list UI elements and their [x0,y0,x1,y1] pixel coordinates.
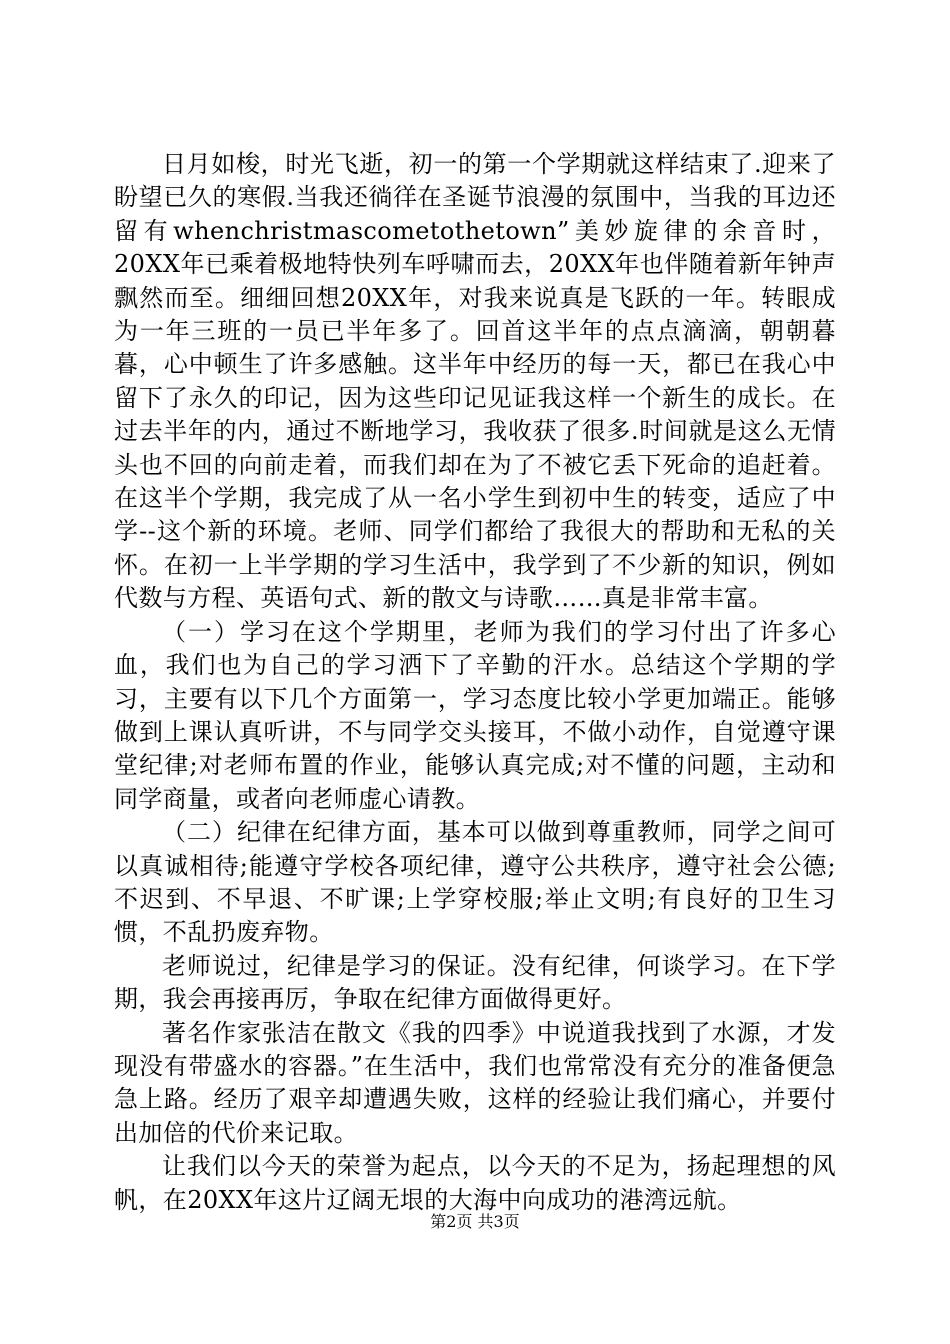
paragraph-quote: 著名作家张洁在散文《我的四季》中说道我找到了水源，才发现没有带盛水的容器。”在生活中，我们也常常没有充分的准备便急急上路。经历了艰辛却遭遇失败，这样的经验让我们痛心，并要付出加倍的代价来记取。 [114,1018,836,1147]
paragraph-teacher-said: 老师说过，纪律是学习的保证。没有纪律，何谈学习。在下学期，我会再接再厉，争取在纪律方面做得更好。 [114,951,836,1014]
paragraph-closing: 让我们以今天的荣誉为起点，以今天的不足为，扬起理想的风帆，在20XX年这片辽阔无垠的大海中向成功的港湾远航。 [114,1152,836,1214]
page-number-footer: 第2页 共3页 [430,1212,520,1231]
document-body [114,148,836,1217]
paragraph-intro: 日月如梭，时光飞逝，初一的第一个学期就这样结束了.迎来了盼望已久的寒假.当我还徜徉在圣诞节浪漫的氛围中，当我的耳边还留有whenchristmascometothetown”美妙旋律的余音时，20XX年已乘着极地特快列车呼啸而去，20XX年也伴随着新年钟声飘然而至。细细回想20XX年，对我来说真是飞跃的一年。转眼成为一年三班的一员已半年多了。回首这半年的点点滴滴，朝朝暮暮，心中顿生了许多感触。这半年中经历的每一天，都已在我心中留下了永久的印记，因为这些印记见证我这样一个新生的成长。在过去半年的内，通过不断地学习，我收获了很多.时间就是这么无情头也不回的向前走着，而我们却在为了不被它丢下死命的追赶着。在这半个学期，我完成了从一名小学生到初中生的转变，适应了中学--这个新的环境。老师、同学们都给了我很大的帮助和无私的关怀。在初一上半学期的学习生活中，我学到了不少新的知识，例如代数与方程、英语句式、新的散文与诗歌……真是非常丰富。 [114,150,836,613]
paragraph-study: （一）学习在这个学期里，老师为我们的学习付出了许多心血，我们也为自己的学习洒下了辛勤的汗水。总结这个学期的学习，主要有以下几个方面第一，学习态度比较小学更加端正。能够做到上课认真听讲，不与同学交头接耳，不做小动作，自觉遵守课堂纪律;对老师布置的作业，能够认真完成;对不懂的问题，主动和同学商量，或者向老师虚心请教。 [114,617,836,813]
paragraph-discipline: （二）纪律在纪律方面，基本可以做到尊重教师，同学之间可以真诚相待;能遵守学校各项纪律，遵守公共秩序，遵守社会公德;不迟到、不早退、不旷课;上学穿校服;举止文明;有良好的卫生习惯，不乱扔废弃物。 [114,818,836,947]
